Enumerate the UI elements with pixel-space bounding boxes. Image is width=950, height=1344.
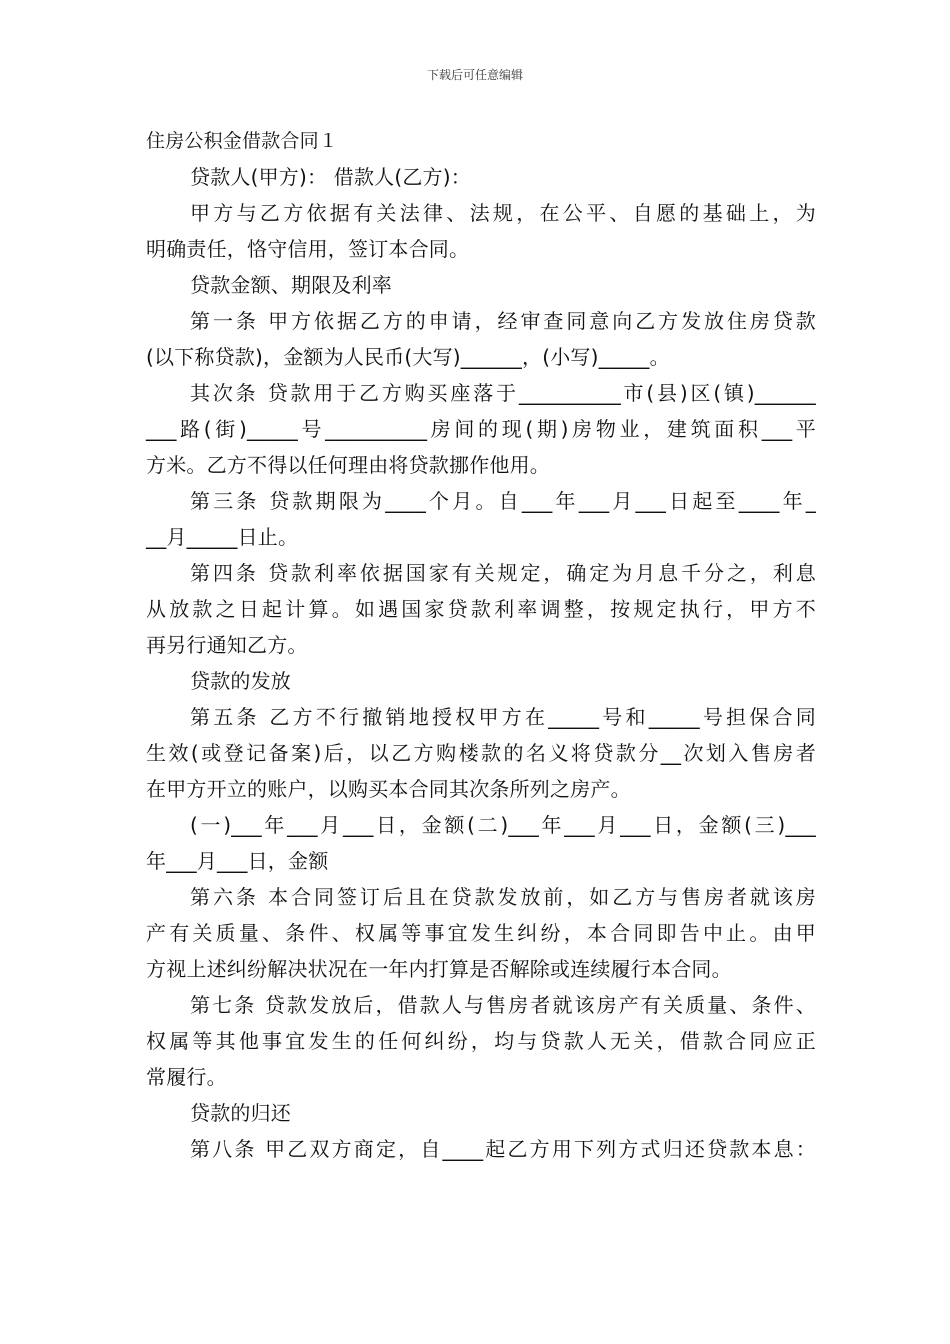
paragraph-line: 产有关质量、条件、权属等事宜发生纠纷，本合同即告中止。由甲 — [146, 921, 816, 945]
paragraph-line: 再另行通知乙方。 — [146, 633, 308, 657]
paragraph-line: 第六条 本合同签订后且在贷款发放前，如乙方与售房者就该房 — [190, 885, 816, 909]
page-header: 下载后可任意编辑 — [426, 68, 523, 82]
paragraph-line: 明确责任，恪守信用，签订本合同。 — [146, 237, 470, 261]
paragraph-line: 常履行。 — [146, 1065, 227, 1089]
paragraph-line: 甲方与乙方依据有关法律、法规，在公平、自愿的基础上，为 — [190, 201, 816, 225]
contract-body — [146, 123, 816, 1167]
paragraph-line: 方米。乙方不得以任何理由将贷款挪作他用。 — [146, 453, 550, 477]
paragraph-line: 第四条 贷款利率依据国家有关规定，确定为月息千分之，利息 — [190, 561, 816, 585]
paragraph-line: 第七条 贷款发放后，借款人与售房者就该房产有关质量、条件、 — [190, 993, 816, 1017]
paragraph-line: 第五条 乙方不行撤销地授权甲方在_____号和_____号担保合同 — [190, 705, 816, 729]
parties-line: 贷款人(甲方)： 借款人(乙方)： — [190, 165, 471, 189]
section-heading: 贷款的发放 — [190, 669, 291, 693]
paragraph-line: 生效(或登记备案)后，以乙方购楼款的名义将贷款分__次划入售房者 — [146, 741, 816, 765]
paragraph-line: (一)___年___月___日，金额(二)___年___月___日，金额(三)___ — [190, 813, 816, 837]
document-title: 住房公积金借款合同１ — [146, 130, 339, 152]
paragraph-line: 第一条 甲方依据乙方的申请，经审查同意向乙方发放住房贷款 — [190, 309, 816, 333]
paragraph-line: 权属等其他事宜发生的任何纠纷，均与贷款人无关，借款合同应正 — [146, 1029, 816, 1053]
paragraph-line: ___路(街)_____号__________房间的现(期)房物业，建筑面积___平 — [146, 417, 816, 441]
paragraph-line: (以下称贷款)，金额为人民币(大写)______，(小写)_____。 — [146, 345, 670, 369]
paragraph-line: 其次条 贷款用于乙方购买座落于__________市(县)区(镇)______ — [190, 381, 816, 405]
paragraph-line: 第八条 甲乙双方商定，自____起乙方用下列方式归还贷款本息： — [190, 1137, 816, 1161]
section-heading: 贷款的归还 — [190, 1101, 291, 1125]
paragraph-line: 从放款之日起计算。如遇国家贷款利率调整，按规定执行，甲方不 — [146, 597, 816, 621]
paragraph-line: 年___月___日，金额 — [146, 849, 329, 873]
paragraph-line: __月_____日止。 — [146, 525, 299, 549]
section-heading: 贷款金额、期限及利率 — [190, 273, 392, 297]
paragraph-line: 在甲方开立的账户，以购买本合同其次条所列之房产。 — [146, 777, 631, 801]
paragraph-line: 第三条 贷款期限为____个月。自___年___月___日起至____年_ — [190, 489, 816, 513]
paragraph-line: 方视上述纠纷解决状况在一年内打算是否解除或连续履行本合同。 — [146, 957, 732, 981]
